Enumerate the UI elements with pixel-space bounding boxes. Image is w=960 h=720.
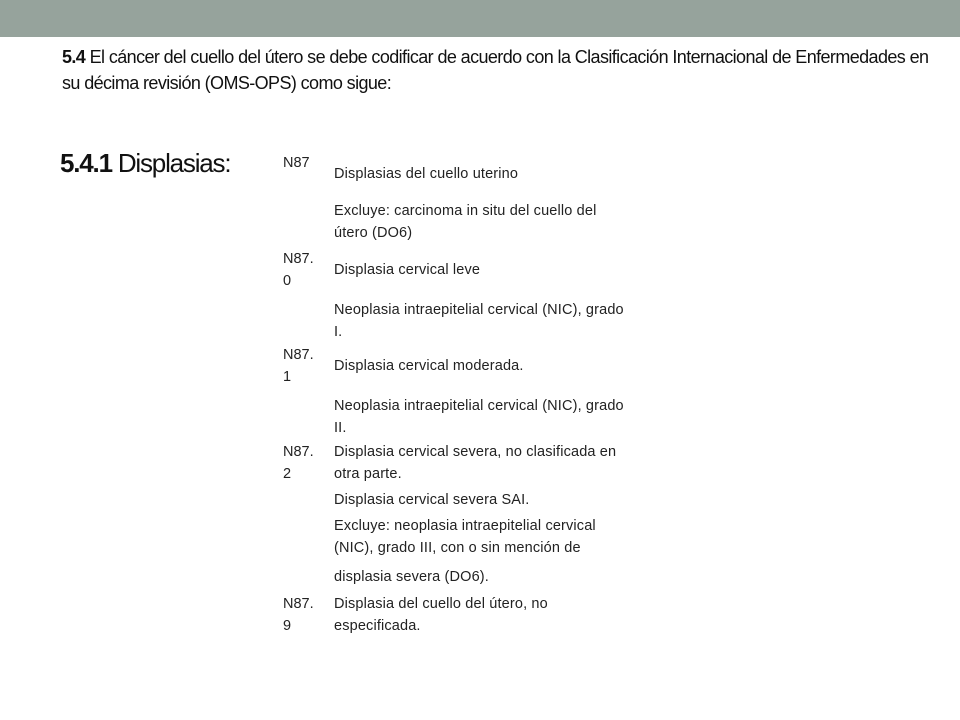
subsection-title: Displasias:	[111, 148, 231, 178]
code-description: Neoplasia intraepitelial cervical (NIC), grado II.	[334, 398, 624, 436]
code-description: displasia severa (DO6).	[334, 569, 489, 585]
code-label: N87. 2	[283, 444, 314, 482]
code-description: Displasia cervical moderada.	[334, 358, 524, 374]
code-description: Neoplasia intraepitelial cervical (NIC), grado I.	[334, 302, 624, 340]
subsection-number: 5.4.1	[60, 148, 112, 178]
top-banner	[0, 0, 960, 37]
code-label: N87. 1	[283, 347, 314, 385]
code-label: N87	[283, 155, 310, 171]
code-description: Excluye: neoplasia intraepitelial cervical (NIC), grado III, con o sin mención de	[334, 518, 596, 556]
subsection-heading	[60, 148, 230, 179]
code-description: Displasia cervical leve	[334, 262, 481, 278]
section-text: El cáncer del cuello del útero se debe codificar de acuerdo con la Clasificación Internacional de Enfermedades en su décima revisión (OMS-OPS) como sigue:	[62, 47, 929, 93]
code-description: Displasia cervical severa SAI.	[334, 492, 530, 508]
code-label: N87. 9	[283, 596, 314, 634]
code-description: Displasias del cuello uterino	[334, 166, 519, 182]
section-number: 5.4	[62, 47, 86, 67]
code-description: Excluye: carcinoma in situ del cuello del útero (DO6)	[334, 203, 597, 241]
section-intro	[62, 44, 942, 96]
code-label: N87. 0	[283, 251, 314, 289]
code-description: Displasia cervical severa, no clasificada en otra parte.	[334, 444, 617, 482]
code-description: Displasia del cuello del útero, no especificada.	[334, 596, 548, 634]
